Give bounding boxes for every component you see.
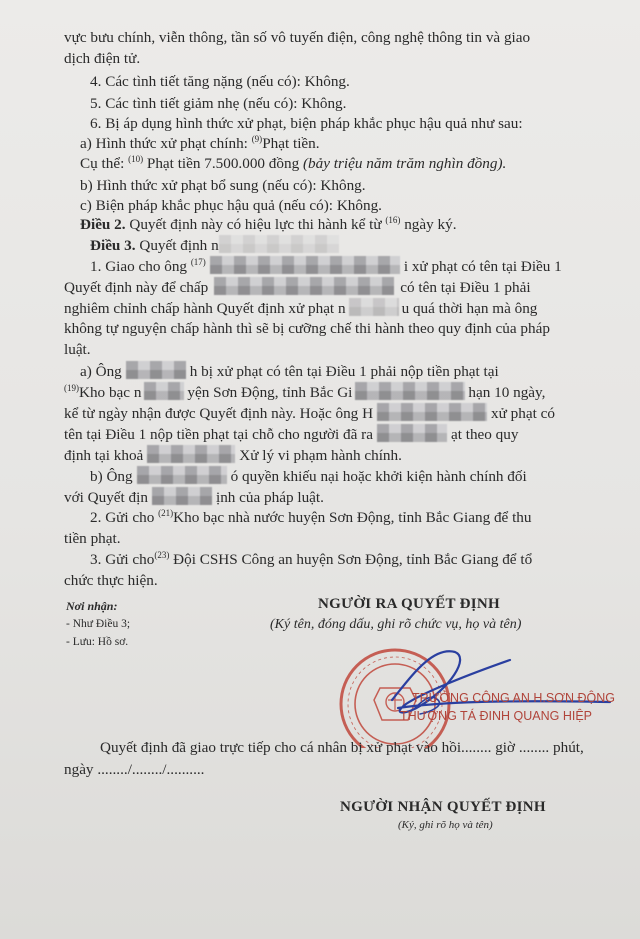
- text-fragment: Quyết định n: [135, 237, 219, 254]
- text-line: 6. Bị áp dụng hình thức xử phạt, biện pháp khắc phục hậu quả như sau:: [90, 115, 523, 132]
- redaction-blur: [377, 403, 487, 421]
- text-fragment: ó quyền khiếu nại hoặc khởi kiện hành chính đối: [230, 468, 527, 485]
- signer-title: TRƯỞNG CÔNG AN H.SƠN ĐỘNG: [412, 691, 615, 705]
- receiver-heading: NGƯỜI NHẬN QUYẾT ĐỊNH: [340, 799, 546, 815]
- text-fragment: ịnh của pháp luật.: [215, 489, 324, 506]
- text-line: c) Biện pháp khắc phục hậu quả (nếu có): Không.: [80, 197, 382, 214]
- redaction-blur: [214, 277, 394, 295]
- article-2: [80, 215, 457, 235]
- receiver-note: (Ký, ghi rõ họ và tên): [398, 819, 493, 831]
- text-fragment: b) Ông: [90, 468, 133, 485]
- text-fragment: 2. Gửi cho: [90, 509, 159, 526]
- text-line: [64, 298, 537, 319]
- footnote-ref: (10): [128, 153, 144, 164]
- recipient-item: - Như Điều 3;: [66, 618, 131, 630]
- text-line: [64, 403, 555, 424]
- delivery-line: Quyết định đã giao trực tiếp cho cá nhân bị xử phạt vào hồi........ giờ ........ phút,: [100, 739, 584, 756]
- redaction-blur: [126, 361, 186, 379]
- redaction-blur: [377, 424, 447, 442]
- redaction-blur: [147, 445, 235, 463]
- redaction-blur: [355, 382, 465, 400]
- footnote-ref: (17): [190, 256, 206, 267]
- text-fragment: tên tại Điều 1 nộp tiền phạt tại chỗ cho người đã ra: [64, 426, 373, 443]
- text-fragment: (bảy triệu năm trăm nghìn đồng).: [302, 155, 507, 172]
- text-line: không tự nguyện chấp hành thì sẽ bị cưỡng chế thi hành theo quy định của pháp: [64, 320, 550, 337]
- text-fragment: Phạt tiền 7.500.000 đồng: [143, 155, 303, 172]
- text-fragment: u quá thời hạn mà ông: [401, 300, 538, 317]
- signer-name: THƯỢNG TÁ ĐINH QUANG HIỆP: [400, 709, 593, 723]
- redaction-blur: [349, 298, 399, 316]
- footnote-ref: (9): [251, 133, 263, 144]
- text-line: [80, 134, 320, 154]
- text-line: 4. Các tình tiết tăng nặng (nếu có): Không.: [90, 73, 350, 90]
- text-line: dịch điện tử.: [64, 50, 141, 67]
- text-line: [64, 487, 324, 508]
- delivery-date-line: ngày ......../......../..........: [64, 761, 205, 778]
- text-fragment: Xử lý vi phạm hành chính.: [239, 447, 402, 464]
- text-fragment: Phạt tiền.: [262, 135, 320, 152]
- text-line: [90, 466, 527, 487]
- text-fragment: Quyết định này để chấp: [64, 279, 209, 296]
- footnote-ref: (23): [154, 549, 170, 560]
- text-fragment: yện Sơn Động, tỉnh Bắc Gi: [187, 384, 353, 401]
- text-fragment: Kho bạc n: [79, 384, 142, 401]
- text-line: [90, 508, 532, 528]
- footnote-ref: (16): [385, 214, 401, 225]
- text-line: [64, 445, 402, 466]
- text-fragment: có tên tại Điều 1 phải: [400, 279, 531, 296]
- text-fragment: Quyết định này có hiệu lực thi hành kể từ: [125, 216, 386, 233]
- text-fragment: xử phạt có: [491, 405, 555, 422]
- text-line: [64, 424, 518, 445]
- redaction-blur: [219, 235, 339, 253]
- recipient-item: - Lưu: Hồ sơ.: [66, 636, 129, 648]
- text-fragment: Kho bạc nhà nước huyện Sơn Động, tỉnh Bắc Giang để thu: [173, 509, 532, 526]
- redaction-blur: [137, 466, 227, 484]
- text-fragment: h bị xử phạt có tên tại Điều 1 phải nộp tiền phạt tại: [189, 363, 499, 380]
- redaction-blur: [152, 487, 212, 505]
- text-line: tiền phạt.: [64, 530, 121, 547]
- text-line: [80, 361, 499, 382]
- text-fragment: 3. Gửi cho: [90, 551, 155, 568]
- text-fragment: a) Hình thức xử phạt chính:: [80, 135, 252, 152]
- recipients-heading: Nơi nhận:: [66, 599, 118, 613]
- signer-note: (Ký tên, đóng dấu, ghi rõ chức vụ, họ và tên): [270, 617, 522, 632]
- text-line: [64, 277, 531, 298]
- text-line: luật.: [64, 341, 91, 358]
- text-line: [80, 154, 506, 174]
- article-label: Điều 2.: [80, 216, 126, 233]
- text-line: [64, 382, 545, 403]
- text-line: [90, 550, 532, 570]
- text-line: chức thực hiện.: [64, 572, 158, 589]
- redaction-blur: [144, 382, 184, 400]
- text-fragment: 1. Giao cho ông: [90, 258, 191, 275]
- text-fragment: định tại khoả: [64, 447, 144, 464]
- text-fragment: ạt theo quy: [450, 426, 519, 443]
- footnote-ref: (21): [158, 507, 174, 518]
- text-fragment: i xử phạt có tên tại Điều 1: [403, 258, 562, 275]
- text-fragment: kể từ ngày nhận được Quyết định này. Hoặc ông H: [64, 405, 374, 422]
- redaction-blur: [210, 256, 400, 274]
- text-fragment: Cụ thể:: [80, 155, 129, 172]
- text-line: 5. Các tình tiết giảm nhẹ (nếu có): Không.: [90, 95, 347, 112]
- text-line: b) Hình thức xử phạt bổ sung (nếu có): Không.: [80, 177, 366, 194]
- text-fragment: Đội CSHS Công an huyện Sơn Động, tỉnh Bắc Giang để tổ: [169, 551, 533, 568]
- text-fragment: nghiêm chỉnh chấp hành Quyết định xử phạt n: [64, 300, 346, 317]
- text-fragment: với Quyết địn: [64, 489, 148, 506]
- text-line: vực bưu chính, viễn thông, tần số vô tuyến điện, công nghệ thông tin và giao: [64, 29, 531, 46]
- text-fragment: hạn 10 ngày,: [468, 384, 546, 401]
- text-fragment: a) Ông: [80, 363, 122, 380]
- article-3: [90, 235, 339, 256]
- signer-heading: NGƯỜI RA QUYẾT ĐỊNH: [318, 596, 500, 612]
- footnote-ref: (19): [64, 382, 79, 393]
- text-fragment: ngày ký.: [400, 216, 457, 233]
- text-line: [90, 256, 562, 277]
- article-label: Điều 3.: [90, 237, 136, 254]
